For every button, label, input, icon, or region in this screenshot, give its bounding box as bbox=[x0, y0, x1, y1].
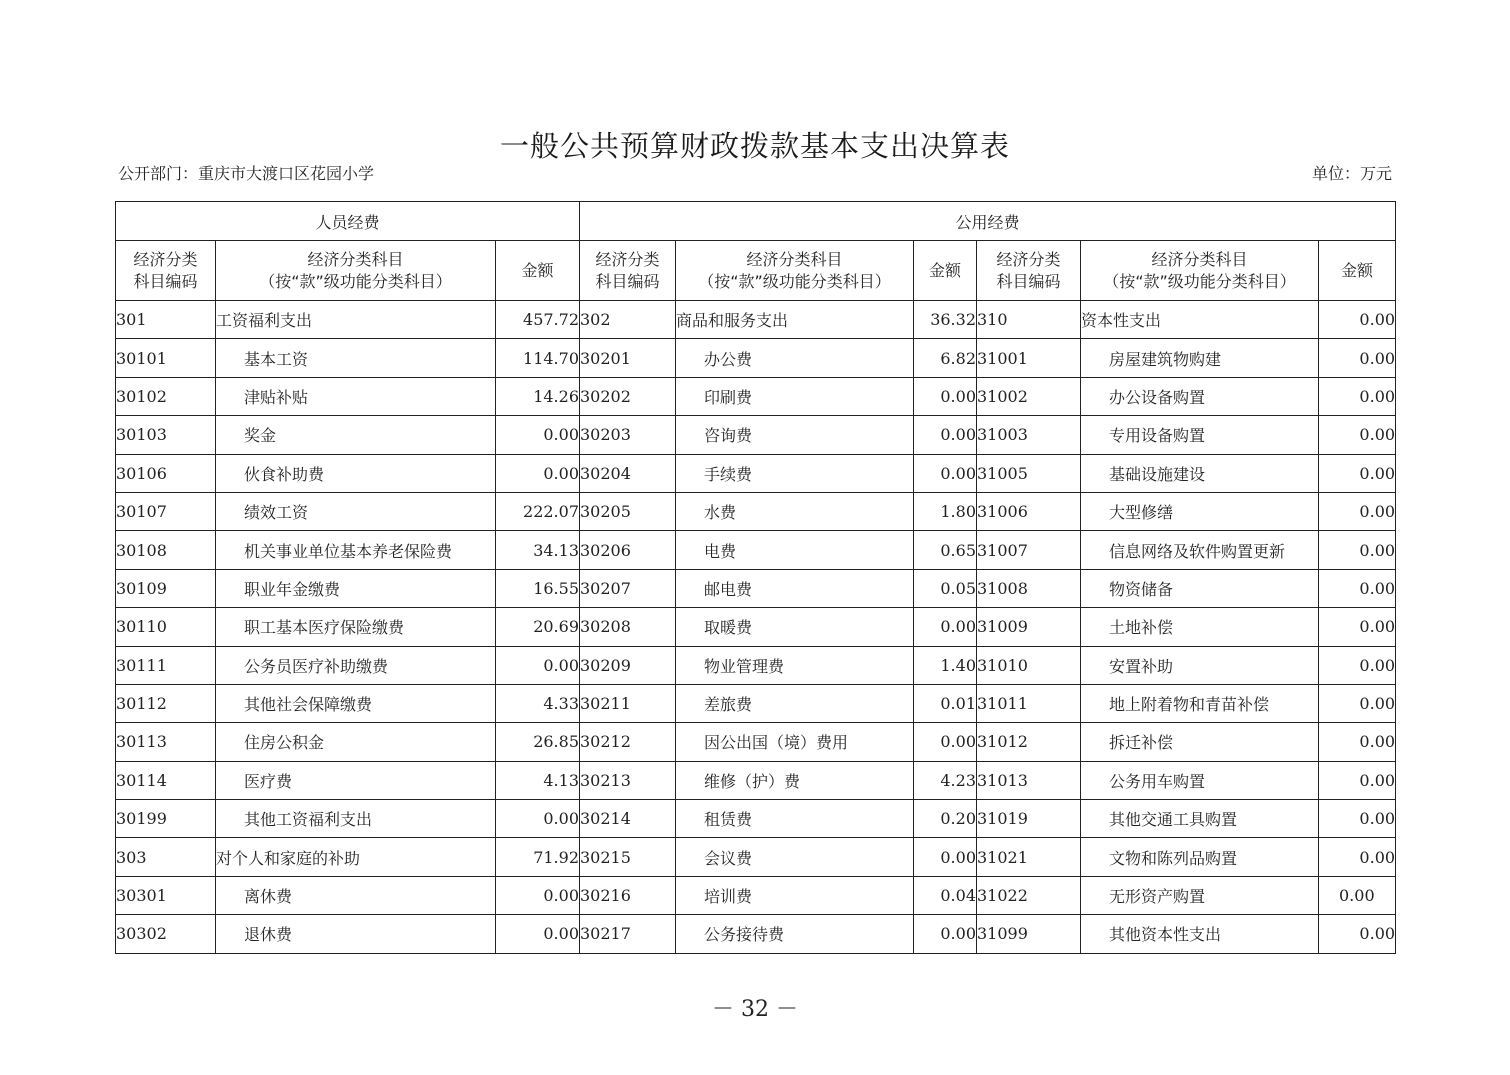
capital-amount-cell: 0.00 bbox=[1319, 569, 1396, 607]
goods-code-cell: 30211 bbox=[580, 684, 676, 722]
goods-name-cell: 租赁费 bbox=[676, 800, 914, 838]
capital-code-cell: 31007 bbox=[977, 531, 1081, 569]
table-row bbox=[116, 876, 1396, 914]
table-row bbox=[116, 492, 1396, 530]
personnel-amount-cell: 0.00 bbox=[496, 876, 580, 914]
goods-name-cell: 手续费 bbox=[676, 454, 914, 492]
capital-amount-cell: 0.00 bbox=[1319, 646, 1396, 684]
table-row bbox=[116, 339, 1396, 377]
goods-amount-cell: 0.65 bbox=[914, 531, 977, 569]
col-header-amount: 金额 bbox=[496, 241, 580, 301]
personnel-code-cell: 30301 bbox=[116, 876, 216, 914]
personnel-amount-cell: 114.70 bbox=[496, 339, 580, 377]
page-title: 一般公共预算财政拨款基本支出决算表 bbox=[499, 129, 1010, 163]
personnel-name-cell: 职业年金缴费 bbox=[216, 569, 496, 607]
goods-name-cell: 培训费 bbox=[676, 876, 914, 914]
capital-name-cell: 资本性支出 bbox=[1081, 301, 1319, 339]
goods-name-cell: 会议费 bbox=[676, 838, 914, 876]
col-header-amount: 金额 bbox=[914, 241, 977, 301]
capital-name-cell: 安置补助 bbox=[1081, 646, 1319, 684]
capital-name-cell: 大型修缮 bbox=[1081, 492, 1319, 530]
capital-code-cell: 31011 bbox=[977, 684, 1081, 722]
personnel-code-cell: 303 bbox=[116, 838, 216, 876]
personnel-amount-cell: 457.72 bbox=[496, 301, 580, 339]
expenditure-table bbox=[115, 201, 1396, 954]
personnel-name-cell: 其他社会保障缴费 bbox=[216, 684, 496, 722]
table-row bbox=[116, 531, 1396, 569]
table-row bbox=[116, 646, 1396, 684]
capital-name-cell: 公务用车购置 bbox=[1081, 761, 1319, 799]
personnel-code-cell: 30113 bbox=[116, 723, 216, 761]
personnel-amount-cell: 4.33 bbox=[496, 684, 580, 722]
capital-name-cell: 物资储备 bbox=[1081, 569, 1319, 607]
goods-name-cell: 电费 bbox=[676, 531, 914, 569]
capital-amount-cell: 0.00 bbox=[1319, 684, 1396, 722]
personnel-amount-cell: 4.13 bbox=[496, 761, 580, 799]
goods-code-cell: 30216 bbox=[580, 876, 676, 914]
personnel-amount-cell: 26.85 bbox=[496, 723, 580, 761]
personnel-code-cell: 301 bbox=[116, 301, 216, 339]
table-row bbox=[116, 454, 1396, 492]
page-number: － 32 － bbox=[712, 997, 798, 1022]
goods-amount-cell: 36.32 bbox=[914, 301, 977, 339]
table-row bbox=[116, 723, 1396, 761]
capital-name-cell: 专用设备购置 bbox=[1081, 416, 1319, 454]
personnel-code-cell: 30109 bbox=[116, 569, 216, 607]
capital-code-cell: 310 bbox=[977, 301, 1081, 339]
capital-amount-cell: 0.00 bbox=[1319, 761, 1396, 799]
personnel-amount-cell: 222.07 bbox=[496, 492, 580, 530]
personnel-code-cell: 30112 bbox=[116, 684, 216, 722]
personnel-name-cell: 离休费 bbox=[216, 876, 496, 914]
goods-amount-cell: 0.01 bbox=[914, 684, 977, 722]
capital-code-cell: 31022 bbox=[977, 876, 1081, 914]
goods-amount-cell: 6.82 bbox=[914, 339, 977, 377]
capital-amount-cell: 0.00 bbox=[1319, 876, 1396, 914]
capital-code-cell: 31005 bbox=[977, 454, 1081, 492]
capital-code-cell: 31010 bbox=[977, 646, 1081, 684]
table-body bbox=[116, 301, 1396, 954]
goods-name-cell: 水费 bbox=[676, 492, 914, 530]
table-row bbox=[116, 761, 1396, 799]
personnel-name-cell: 对个人和家庭的补助 bbox=[216, 838, 496, 876]
capital-amount-cell: 0.00 bbox=[1319, 339, 1396, 377]
personnel-name-cell: 机关事业单位基本养老保险费 bbox=[216, 531, 496, 569]
personnel-name-cell: 退休费 bbox=[216, 915, 496, 953]
table-row bbox=[116, 838, 1396, 876]
capital-code-cell: 31002 bbox=[977, 377, 1081, 415]
table-row bbox=[116, 377, 1396, 415]
col-header-amount: 金额 bbox=[1319, 241, 1396, 301]
capital-name-cell: 文物和陈列品购置 bbox=[1081, 838, 1319, 876]
capital-amount-cell: 0.00 bbox=[1319, 301, 1396, 339]
capital-amount-cell: 0.00 bbox=[1319, 416, 1396, 454]
goods-code-cell: 30214 bbox=[580, 800, 676, 838]
capital-name-cell: 无形资产购置 bbox=[1081, 876, 1319, 914]
capital-code-cell: 31003 bbox=[977, 416, 1081, 454]
capital-name-cell: 信息网络及软件购置更新 bbox=[1081, 531, 1319, 569]
goods-amount-cell: 0.20 bbox=[914, 800, 977, 838]
goods-name-cell: 维修（护）费 bbox=[676, 761, 914, 799]
personnel-name-cell: 公务员医疗补助缴费 bbox=[216, 646, 496, 684]
goods-name-cell: 邮电费 bbox=[676, 569, 914, 607]
capital-code-cell: 31099 bbox=[977, 915, 1081, 953]
goods-amount-cell: 0.00 bbox=[914, 723, 977, 761]
col-header-code: 经济分类 科目编码 bbox=[116, 241, 216, 301]
personnel-name-cell: 奖金 bbox=[216, 416, 496, 454]
goods-name-cell: 公务接待费 bbox=[676, 915, 914, 953]
goods-code-cell: 30217 bbox=[580, 915, 676, 953]
goods-name-cell: 物业管理费 bbox=[676, 646, 914, 684]
capital-amount-cell: 0.00 bbox=[1319, 915, 1396, 953]
goods-code-cell: 30202 bbox=[580, 377, 676, 415]
personnel-name-cell: 职工基本医疗保险缴费 bbox=[216, 608, 496, 646]
capital-amount-cell: 0.00 bbox=[1319, 608, 1396, 646]
goods-code-cell: 30204 bbox=[580, 454, 676, 492]
goods-name-cell: 商品和服务支出 bbox=[676, 301, 914, 339]
personnel-amount-cell: 0.00 bbox=[496, 416, 580, 454]
personnel-code-cell: 30101 bbox=[116, 339, 216, 377]
capital-code-cell: 31006 bbox=[977, 492, 1081, 530]
col-header-name: 经济分类科目 （按“款”级功能分类科目） bbox=[1081, 241, 1319, 301]
personnel-code-cell: 30110 bbox=[116, 608, 216, 646]
capital-code-cell: 31021 bbox=[977, 838, 1081, 876]
capital-amount-cell: 0.00 bbox=[1319, 723, 1396, 761]
personnel-amount-cell: 16.55 bbox=[496, 569, 580, 607]
personnel-name-cell: 基本工资 bbox=[216, 339, 496, 377]
capital-name-cell: 地上附着物和青苗补偿 bbox=[1081, 684, 1319, 722]
capital-amount-cell: 0.00 bbox=[1319, 800, 1396, 838]
personnel-code-cell: 30114 bbox=[116, 761, 216, 799]
col-header-name: 经济分类科目 （按“款”级功能分类科目） bbox=[676, 241, 914, 301]
personnel-amount-cell: 0.00 bbox=[496, 454, 580, 492]
col-header-name: 经济分类科目 （按“款”级功能分类科目） bbox=[216, 241, 496, 301]
goods-amount-cell: 0.00 bbox=[914, 608, 977, 646]
personnel-amount-cell: 0.00 bbox=[496, 646, 580, 684]
capital-amount-cell: 0.00 bbox=[1319, 531, 1396, 569]
personnel-name-cell: 住房公积金 bbox=[216, 723, 496, 761]
personnel-amount-cell: 20.69 bbox=[496, 608, 580, 646]
goods-code-cell: 30201 bbox=[580, 339, 676, 377]
goods-code-cell: 30209 bbox=[580, 646, 676, 684]
goods-name-cell: 办公费 bbox=[676, 339, 914, 377]
goods-amount-cell: 1.80 bbox=[914, 492, 977, 530]
group-header-public: 公用经费 bbox=[580, 202, 1396, 241]
capital-code-cell: 31013 bbox=[977, 761, 1081, 799]
goods-amount-cell: 0.00 bbox=[914, 377, 977, 415]
goods-name-cell: 印刷费 bbox=[676, 377, 914, 415]
goods-code-cell: 30205 bbox=[580, 492, 676, 530]
personnel-name-cell: 津贴补贴 bbox=[216, 377, 496, 415]
goods-code-cell: 30215 bbox=[580, 838, 676, 876]
table-row bbox=[116, 684, 1396, 722]
goods-code-cell: 30213 bbox=[580, 761, 676, 799]
capital-code-cell: 31012 bbox=[977, 723, 1081, 761]
unit-label: 单位：万元 bbox=[1311, 164, 1392, 183]
capital-name-cell: 其他交通工具购置 bbox=[1081, 800, 1319, 838]
capital-name-cell: 拆迁补偿 bbox=[1081, 723, 1319, 761]
goods-amount-cell: 0.00 bbox=[914, 915, 977, 953]
goods-code-cell: 302 bbox=[580, 301, 676, 339]
table-row bbox=[116, 301, 1396, 339]
capital-amount-cell: 0.00 bbox=[1319, 492, 1396, 530]
goods-name-cell: 因公出国（境）费用 bbox=[676, 723, 914, 761]
table-row bbox=[116, 569, 1396, 607]
capital-name-cell: 办公设备购置 bbox=[1081, 377, 1319, 415]
personnel-code-cell: 30199 bbox=[116, 800, 216, 838]
personnel-code-cell: 30106 bbox=[116, 454, 216, 492]
capital-name-cell: 其他资本性支出 bbox=[1081, 915, 1319, 953]
table-row bbox=[116, 608, 1396, 646]
capital-name-cell: 基础设施建设 bbox=[1081, 454, 1319, 492]
personnel-code-cell: 30108 bbox=[116, 531, 216, 569]
goods-amount-cell: 0.04 bbox=[914, 876, 977, 914]
goods-code-cell: 30212 bbox=[580, 723, 676, 761]
goods-amount-cell: 1.40 bbox=[914, 646, 977, 684]
personnel-name-cell: 医疗费 bbox=[216, 761, 496, 799]
goods-code-cell: 30207 bbox=[580, 569, 676, 607]
capital-code-cell: 31001 bbox=[977, 339, 1081, 377]
capital-code-cell: 31009 bbox=[977, 608, 1081, 646]
personnel-code-cell: 30103 bbox=[116, 416, 216, 454]
capital-amount-cell: 0.00 bbox=[1319, 454, 1396, 492]
department-label: 公开部门：重庆市大渡口区花园小学 bbox=[118, 164, 375, 183]
personnel-amount-cell: 0.00 bbox=[496, 800, 580, 838]
capital-code-cell: 31008 bbox=[977, 569, 1081, 607]
goods-amount-cell: 0.00 bbox=[914, 416, 977, 454]
goods-amount-cell: 0.05 bbox=[914, 569, 977, 607]
goods-name-cell: 咨询费 bbox=[676, 416, 914, 454]
capital-code-cell: 31019 bbox=[977, 800, 1081, 838]
group-header-personnel: 人员经费 bbox=[116, 202, 580, 241]
personnel-code-cell: 30107 bbox=[116, 492, 216, 530]
capital-amount-cell: 0.00 bbox=[1319, 838, 1396, 876]
goods-amount-cell: 0.00 bbox=[914, 454, 977, 492]
goods-code-cell: 30203 bbox=[580, 416, 676, 454]
personnel-code-cell: 30302 bbox=[116, 915, 216, 953]
col-header-code: 经济分类 科目编码 bbox=[580, 241, 676, 301]
goods-amount-cell: 0.00 bbox=[914, 838, 977, 876]
goods-name-cell: 取暖费 bbox=[676, 608, 914, 646]
personnel-name-cell: 绩效工资 bbox=[216, 492, 496, 530]
goods-amount-cell: 4.23 bbox=[914, 761, 977, 799]
personnel-amount-cell: 14.26 bbox=[496, 377, 580, 415]
goods-name-cell: 差旅费 bbox=[676, 684, 914, 722]
capital-amount-cell: 0.00 bbox=[1319, 377, 1396, 415]
personnel-amount-cell: 0.00 bbox=[496, 915, 580, 953]
table-row bbox=[116, 416, 1396, 454]
goods-code-cell: 30206 bbox=[580, 531, 676, 569]
col-header-code: 经济分类 科目编码 bbox=[977, 241, 1081, 301]
personnel-amount-cell: 71.92 bbox=[496, 838, 580, 876]
personnel-code-cell: 30102 bbox=[116, 377, 216, 415]
table-row bbox=[116, 915, 1396, 953]
personnel-name-cell: 工资福利支出 bbox=[216, 301, 496, 339]
personnel-name-cell: 其他工资福利支出 bbox=[216, 800, 496, 838]
table-row bbox=[116, 800, 1396, 838]
personnel-name-cell: 伙食补助费 bbox=[216, 454, 496, 492]
personnel-amount-cell: 34.13 bbox=[496, 531, 580, 569]
goods-code-cell: 30208 bbox=[580, 608, 676, 646]
capital-name-cell: 房屋建筑物购建 bbox=[1081, 339, 1319, 377]
capital-name-cell: 土地补偿 bbox=[1081, 608, 1319, 646]
personnel-code-cell: 30111 bbox=[116, 646, 216, 684]
